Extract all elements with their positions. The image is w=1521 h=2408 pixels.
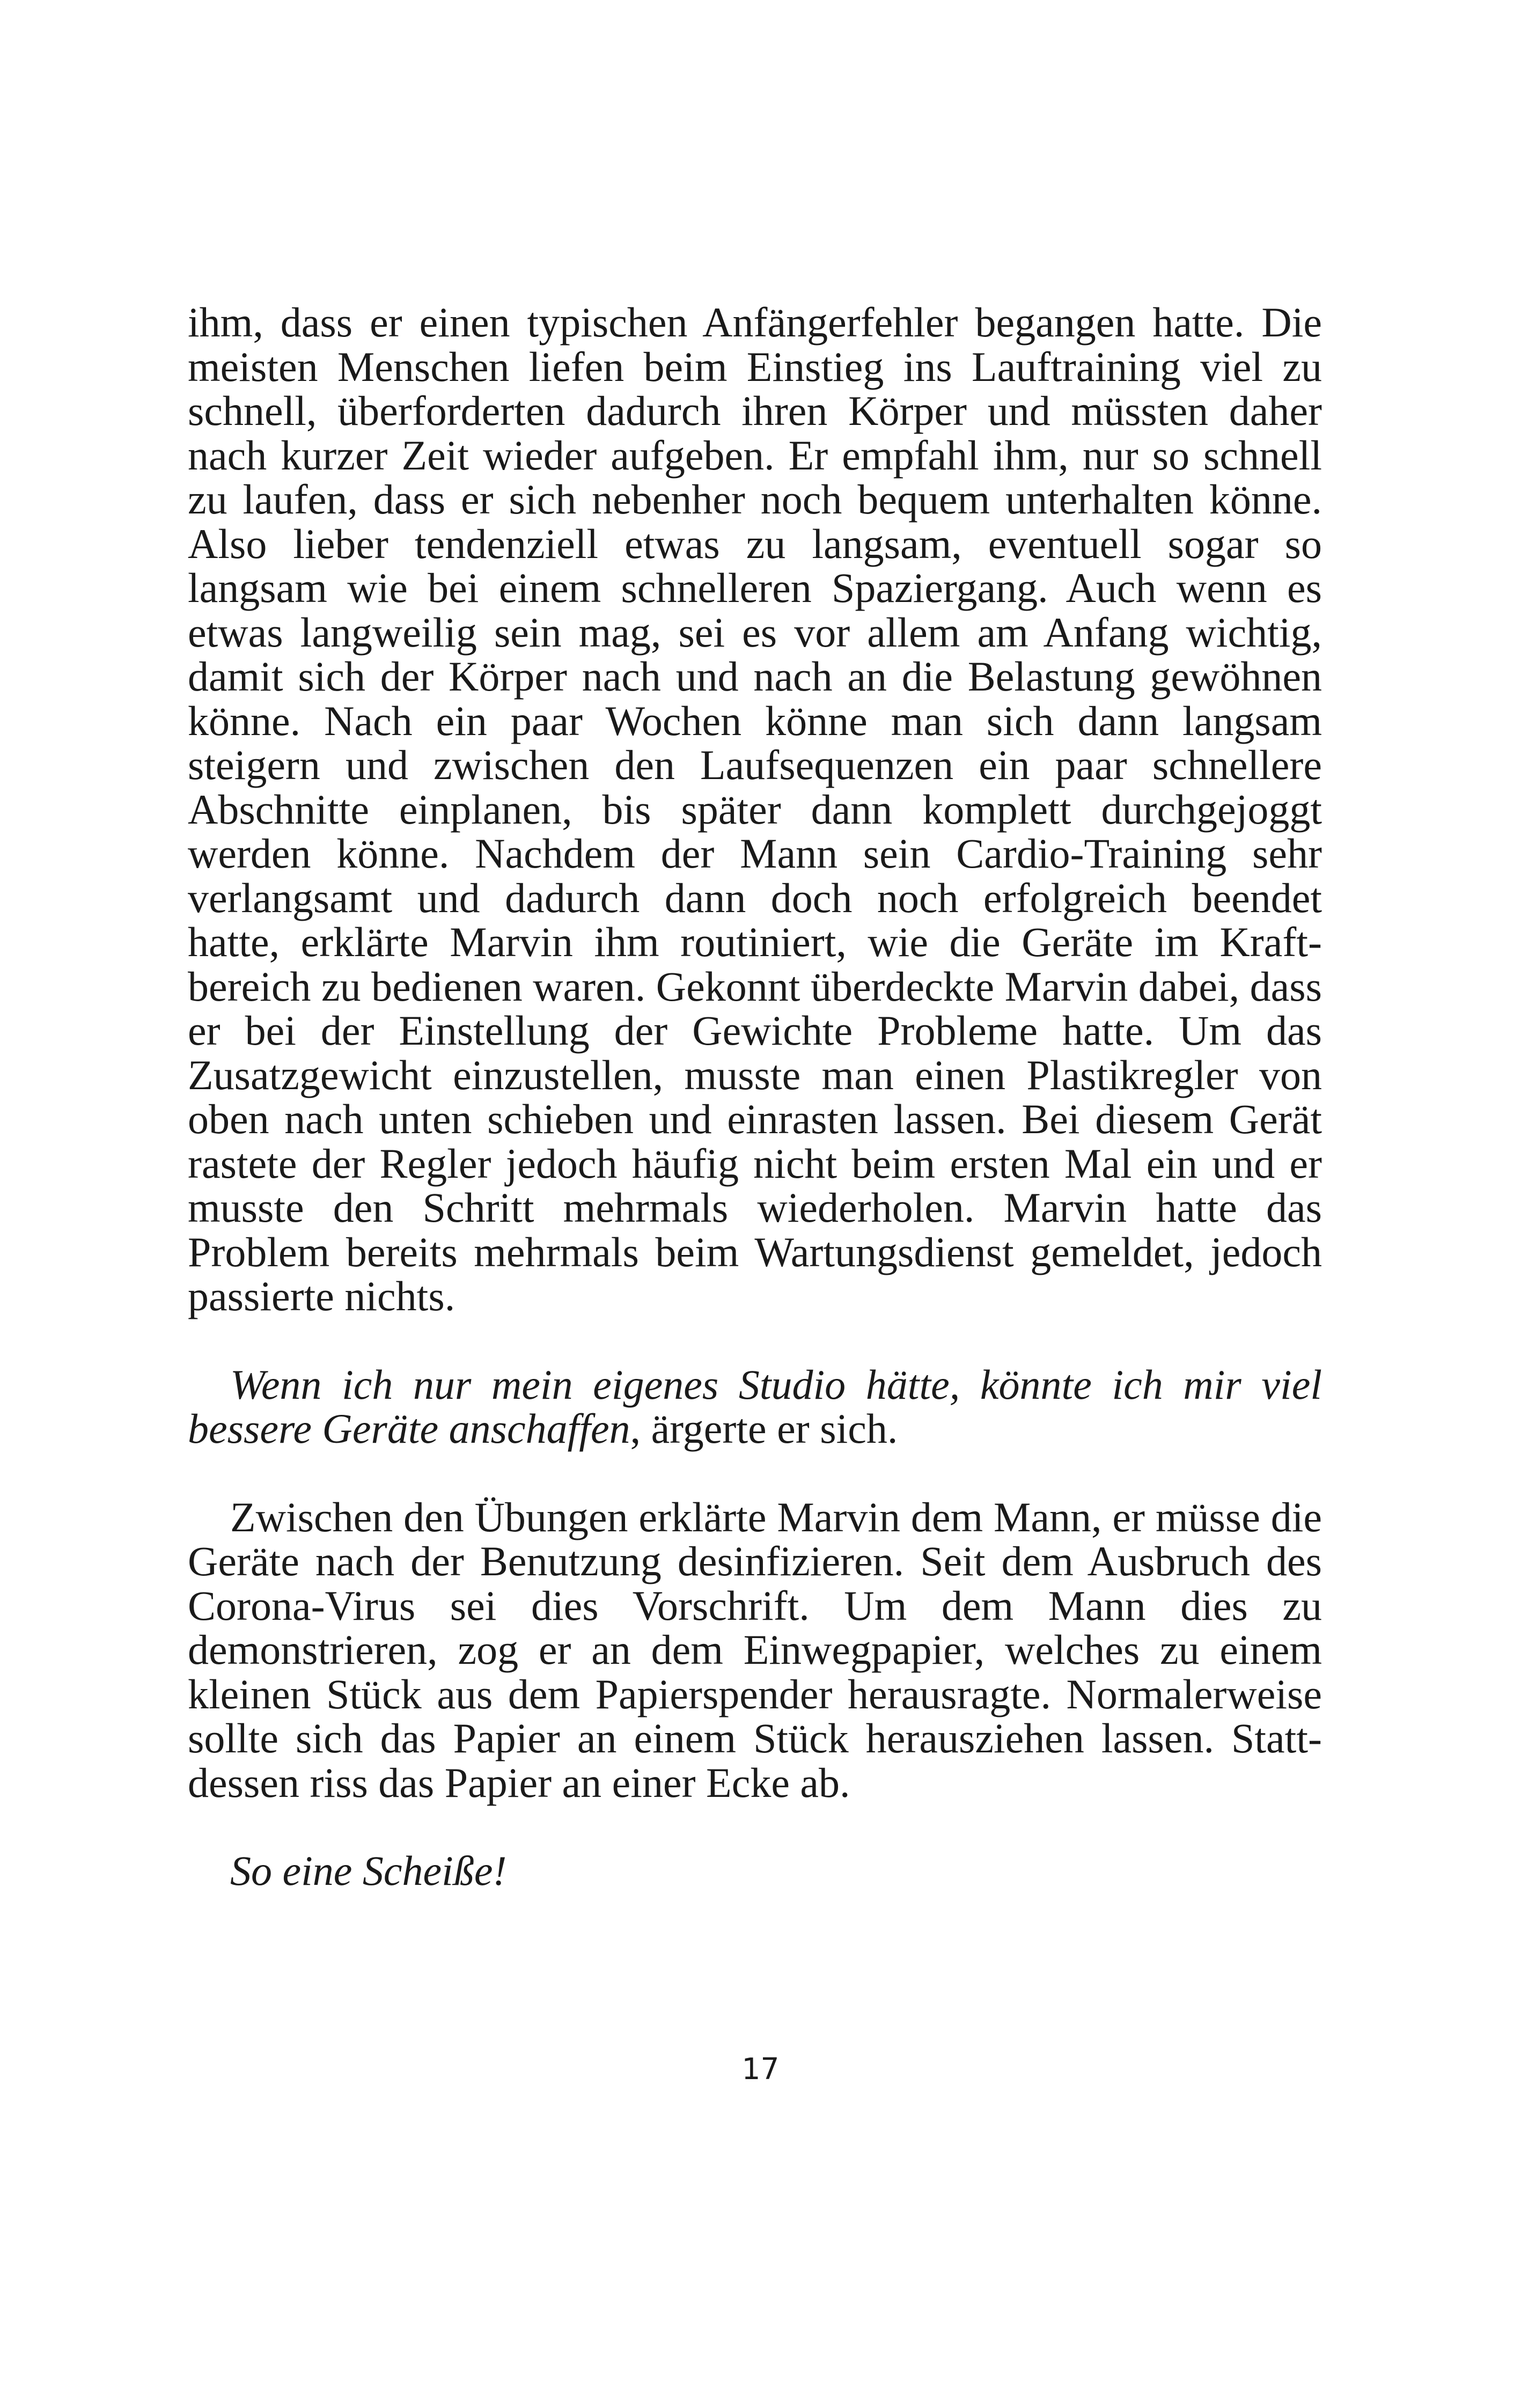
book-page-body	[188, 300, 1322, 1893]
paragraph-gym-advice: ihm, dass er einen typischen Anfängerfehler begangen hatte. Die meisten Menschen liefen beim Einstieg ins Lauftraining viel zu schnell, überforderten dadurch ihren Körper und müssten daher nach kurzer Zeit wieder aufgeben. Er empfahl ihm, nur so schnell zu laufen, dass er sich nebenher noch bequem unterhalten könne. Also lieber tendenziell etwas zu langsam, eventuell sogar so langsam wie bei einem schnelleren Spaziergang. Auch wenn es etwas langweilig sein mag, sei es vor allem am Anfang wichtig, damit sich der Körper nach und nach an die Belastung gewöhnen könne. Nach ein paar Wochen könne man sich dann langsam steigern und zwischen den Laufsequenzen ein paar schnellere Abschnitte einplanen, bis später dann komplett durchgejoggt werden könne. Nachdem der Mann sein Cardio-Training sehr verlangsamt und dadurch dann doch noch erfolgreich beendet hatte, erklärte Marvin ihm routiniert, wie die Geräte im Kraftbereich zu bedienen waren. Gekonnt überdeckte Marvin dabei, dass er bei der Einstellung der Gewichte Probleme hatte. Um das Zusatzgewicht einzustellen, musste man einen Plastikregler von oben nach unten schieben und einrasten lassen. Bei diesem Gerät rastete der Regler jedoch häufig nicht beim ersten Mal ein und er musste den Schritt mehrmals wiederholen. Marvin hatte das Problem bereits mehrmals beim Wartungsdienst gemeldet, jedoch passierte nichts.	[188, 299, 1322, 1319]
paragraph-disinfection: Zwischen den Übungen erklärte Marvin dem Mann, er müsse die Geräte nach der Benutzung desinfizieren. Seit dem Ausbruch des Corona-Virus sei dies Vorschrift. Um dem Mann dies zu demonstrieren, zog er an dem Einwegpapier, welches zu einem kleinen Stück aus dem Papierspender herausragte. Normalerweise sollte sich das Papier an einem Stück herausziehen lassen. Stattdessen riss das Papier an einer Ecke ab.	[188, 1493, 1322, 1806]
italic-exclamation: So eine Scheiße!	[230, 1847, 507, 1894]
paragraph-studio-thought	[188, 1363, 1322, 1451]
paragraph-exclamation	[188, 1849, 1322, 1893]
thought-tag: , ärgerte er sich.	[630, 1405, 898, 1452]
page-number: 17	[741, 2052, 780, 2086]
italic-thought: Wenn ich nur mein eigenes Studio hätte, könnte ich mir viel bessere Geräte anschaffen	[188, 1361, 1322, 1452]
